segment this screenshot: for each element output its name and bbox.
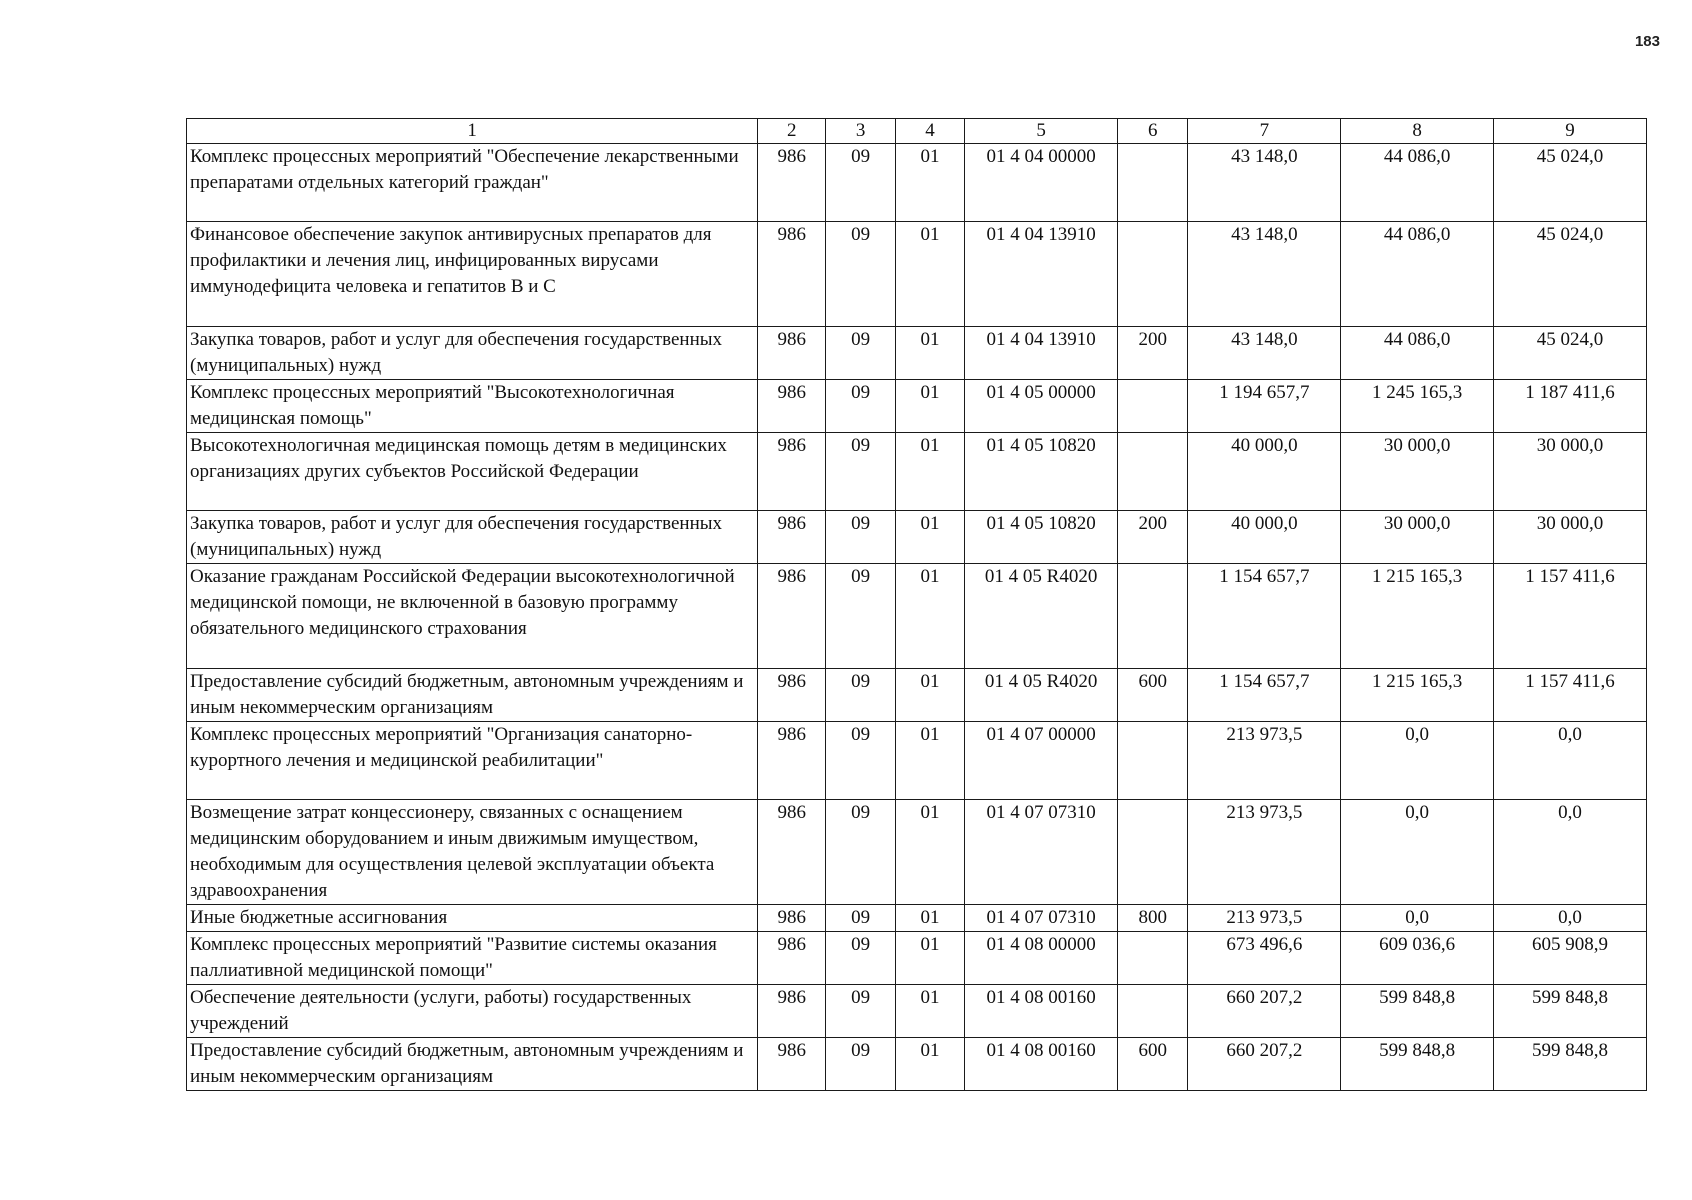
row-amount-year-1: 1 154 657,7 <box>1188 564 1341 669</box>
row-name: Финансовое обеспечение закупок антивирусных препаратов для профилактики и лечения лиц, инфицированных вирусами иммунодефицита человека и гепатитов В и С <box>187 222 758 327</box>
table-row <box>187 144 1647 222</box>
row-target-article: 01 4 04 13910 <box>965 327 1118 380</box>
row-grbs-code: 986 <box>758 932 826 985</box>
row-name: Высокотехнологичная медицинская помощь детям в медицинских организациях других субъектов Российской Федерации <box>187 433 758 511</box>
row-target-article: 01 4 05 00000 <box>965 380 1118 433</box>
row-name: Предоставление субсидий бюджетным, автономным учреждениям и иным некоммерческим организациям <box>187 1038 758 1091</box>
table-row <box>187 669 1647 722</box>
table-row <box>187 433 1647 511</box>
row-subsection-code: 01 <box>895 144 964 222</box>
row-subsection-code: 01 <box>895 380 964 433</box>
row-name: Возмещение затрат концессионеру, связанных с оснащением медицинским оборудованием и иным движимым имуществом, необходимым для осуществления целевой эксплуатации объекта здравоохранения <box>187 800 758 905</box>
table-row <box>187 222 1647 327</box>
row-amount-year-3: 0,0 <box>1494 800 1647 905</box>
table-row <box>187 327 1647 380</box>
row-name: Иные бюджетные ассигнования <box>187 905 758 932</box>
row-subsection-code: 01 <box>895 800 964 905</box>
column-number: 6 <box>1118 119 1188 144</box>
table-row <box>187 985 1647 1038</box>
row-amount-year-1: 660 207,2 <box>1188 1038 1341 1091</box>
row-expense-type: 600 <box>1118 1038 1188 1091</box>
row-subsection-code: 01 <box>895 1038 964 1091</box>
row-amount-year-3: 1 157 411,6 <box>1494 564 1647 669</box>
row-amount-year-3: 605 908,9 <box>1494 932 1647 985</box>
row-expense-type <box>1118 800 1188 905</box>
row-amount-year-1: 213 973,5 <box>1188 800 1341 905</box>
row-amount-year-2: 1 215 165,3 <box>1341 564 1494 669</box>
row-target-article: 01 4 05 10820 <box>965 511 1118 564</box>
row-amount-year-1: 43 148,0 <box>1188 327 1341 380</box>
row-grbs-code: 986 <box>758 722 826 800</box>
row-subsection-code: 01 <box>895 669 964 722</box>
row-section-code: 09 <box>826 985 895 1038</box>
row-target-article: 01 4 07 07310 <box>965 800 1118 905</box>
row-subsection-code: 01 <box>895 511 964 564</box>
row-target-article: 01 4 07 07310 <box>965 905 1118 932</box>
row-section-code: 09 <box>826 932 895 985</box>
row-amount-year-2: 0,0 <box>1341 800 1494 905</box>
row-amount-year-2: 1 215 165,3 <box>1341 669 1494 722</box>
row-amount-year-2: 1 245 165,3 <box>1341 380 1494 433</box>
row-amount-year-1: 673 496,6 <box>1188 932 1341 985</box>
row-amount-year-1: 213 973,5 <box>1188 905 1341 932</box>
table-row <box>187 722 1647 800</box>
table-row <box>187 511 1647 564</box>
row-amount-year-3: 599 848,8 <box>1494 1038 1647 1091</box>
row-section-code: 09 <box>826 511 895 564</box>
row-grbs-code: 986 <box>758 380 826 433</box>
row-subsection-code: 01 <box>895 433 964 511</box>
row-amount-year-2: 0,0 <box>1341 722 1494 800</box>
row-target-article: 01 4 05 R4020 <box>965 669 1118 722</box>
row-amount-year-1: 1 154 657,7 <box>1188 669 1341 722</box>
row-amount-year-2: 30 000,0 <box>1341 511 1494 564</box>
row-amount-year-1: 213 973,5 <box>1188 722 1341 800</box>
row-amount-year-3: 1 187 411,6 <box>1494 380 1647 433</box>
row-section-code: 09 <box>826 564 895 669</box>
row-amount-year-2: 44 086,0 <box>1341 327 1494 380</box>
row-name: Комплекс процессных мероприятий "Высокотехнологичная медицинская помощь" <box>187 380 758 433</box>
row-amount-year-1: 40 000,0 <box>1188 511 1341 564</box>
row-subsection-code: 01 <box>895 932 964 985</box>
table-row <box>187 380 1647 433</box>
row-target-article: 01 4 05 R4020 <box>965 564 1118 669</box>
row-amount-year-1: 43 148,0 <box>1188 144 1341 222</box>
row-grbs-code: 986 <box>758 222 826 327</box>
row-expense-type <box>1118 932 1188 985</box>
row-grbs-code: 986 <box>758 985 826 1038</box>
row-subsection-code: 01 <box>895 722 964 800</box>
row-target-article: 01 4 04 00000 <box>965 144 1118 222</box>
column-number: 3 <box>826 119 895 144</box>
table-row <box>187 905 1647 932</box>
row-expense-type <box>1118 564 1188 669</box>
row-expense-type <box>1118 722 1188 800</box>
row-amount-year-2: 30 000,0 <box>1341 433 1494 511</box>
row-expense-type <box>1118 144 1188 222</box>
row-section-code: 09 <box>826 669 895 722</box>
row-name: Закупка товаров, работ и услуг для обеспечения государственных (муниципальных) нужд <box>187 327 758 380</box>
page-number: 183 <box>1634 33 1660 50</box>
row-amount-year-3: 0,0 <box>1494 722 1647 800</box>
table-row <box>187 564 1647 669</box>
row-amount-year-1: 43 148,0 <box>1188 222 1341 327</box>
row-grbs-code: 986 <box>758 511 826 564</box>
row-name: Предоставление субсидий бюджетным, автономным учреждениям и иным некоммерческим организациям <box>187 669 758 722</box>
table-row <box>187 1038 1647 1091</box>
row-subsection-code: 01 <box>895 327 964 380</box>
row-amount-year-3: 30 000,0 <box>1494 433 1647 511</box>
row-target-article: 01 4 08 00000 <box>965 932 1118 985</box>
row-grbs-code: 986 <box>758 905 826 932</box>
row-amount-year-2: 0,0 <box>1341 905 1494 932</box>
budget-table <box>186 118 1647 1091</box>
row-grbs-code: 986 <box>758 144 826 222</box>
row-amount-year-3: 599 848,8 <box>1494 985 1647 1038</box>
row-name: Комплекс процессных мероприятий "Развитие системы оказания паллиативной медицинской помощи" <box>187 932 758 985</box>
row-amount-year-3: 45 024,0 <box>1494 144 1647 222</box>
row-amount-year-3: 0,0 <box>1494 905 1647 932</box>
column-number: 7 <box>1188 119 1341 144</box>
row-expense-type <box>1118 380 1188 433</box>
row-name: Обеспечение деятельности (услуги, работы) государственных учреждений <box>187 985 758 1038</box>
row-section-code: 09 <box>826 327 895 380</box>
row-expense-type <box>1118 985 1188 1038</box>
row-grbs-code: 986 <box>758 327 826 380</box>
column-number-row <box>187 119 1647 144</box>
row-expense-type <box>1118 433 1188 511</box>
row-name: Закупка товаров, работ и услуг для обеспечения государственных (муниципальных) нужд <box>187 511 758 564</box>
row-subsection-code: 01 <box>895 222 964 327</box>
row-amount-year-1: 660 207,2 <box>1188 985 1341 1038</box>
column-number: 5 <box>965 119 1118 144</box>
row-target-article: 01 4 04 13910 <box>965 222 1118 327</box>
row-subsection-code: 01 <box>895 564 964 669</box>
table-row <box>187 932 1647 985</box>
row-target-article: 01 4 05 10820 <box>965 433 1118 511</box>
budget-table-body <box>187 119 1647 1091</box>
row-subsection-code: 01 <box>895 985 964 1038</box>
row-amount-year-3: 45 024,0 <box>1494 327 1647 380</box>
row-expense-type: 600 <box>1118 669 1188 722</box>
row-section-code: 09 <box>826 144 895 222</box>
row-grbs-code: 986 <box>758 564 826 669</box>
row-amount-year-2: 609 036,6 <box>1341 932 1494 985</box>
row-section-code: 09 <box>826 905 895 932</box>
row-amount-year-1: 40 000,0 <box>1188 433 1341 511</box>
row-amount-year-2: 599 848,8 <box>1341 985 1494 1038</box>
row-section-code: 09 <box>826 222 895 327</box>
row-expense-type <box>1118 222 1188 327</box>
row-amount-year-2: 599 848,8 <box>1341 1038 1494 1091</box>
row-section-code: 09 <box>826 1038 895 1091</box>
row-target-article: 01 4 07 00000 <box>965 722 1118 800</box>
row-grbs-code: 986 <box>758 669 826 722</box>
row-grbs-code: 986 <box>758 1038 826 1091</box>
row-amount-year-3: 1 157 411,6 <box>1494 669 1647 722</box>
row-section-code: 09 <box>826 433 895 511</box>
row-name: Комплекс процессных мероприятий "Организация санаторно-курортного лечения и медицинской реабилитации" <box>187 722 758 800</box>
column-number: 2 <box>758 119 826 144</box>
column-number: 9 <box>1494 119 1647 144</box>
row-section-code: 09 <box>826 380 895 433</box>
row-amount-year-2: 44 086,0 <box>1341 144 1494 222</box>
row-name: Комплекс процессных мероприятий "Обеспечение лекарственными препаратами отдельных категорий граждан" <box>187 144 758 222</box>
row-target-article: 01 4 08 00160 <box>965 985 1118 1038</box>
row-subsection-code: 01 <box>895 905 964 932</box>
row-amount-year-3: 30 000,0 <box>1494 511 1647 564</box>
row-expense-type: 200 <box>1118 511 1188 564</box>
row-amount-year-3: 45 024,0 <box>1494 222 1647 327</box>
row-grbs-code: 986 <box>758 433 826 511</box>
row-amount-year-2: 44 086,0 <box>1341 222 1494 327</box>
row-expense-type: 200 <box>1118 327 1188 380</box>
row-target-article: 01 4 08 00160 <box>965 1038 1118 1091</box>
column-number: 8 <box>1341 119 1494 144</box>
row-section-code: 09 <box>826 722 895 800</box>
row-section-code: 09 <box>826 800 895 905</box>
row-expense-type: 800 <box>1118 905 1188 932</box>
column-number: 4 <box>895 119 964 144</box>
row-amount-year-1: 1 194 657,7 <box>1188 380 1341 433</box>
column-number: 1 <box>187 119 758 144</box>
table-row <box>187 800 1647 905</box>
row-grbs-code: 986 <box>758 800 826 905</box>
row-name: Оказание гражданам Российской Федерации высокотехнологичной медицинской помощи, не включенной в базовую программу обязательного медицинского страхования <box>187 564 758 669</box>
